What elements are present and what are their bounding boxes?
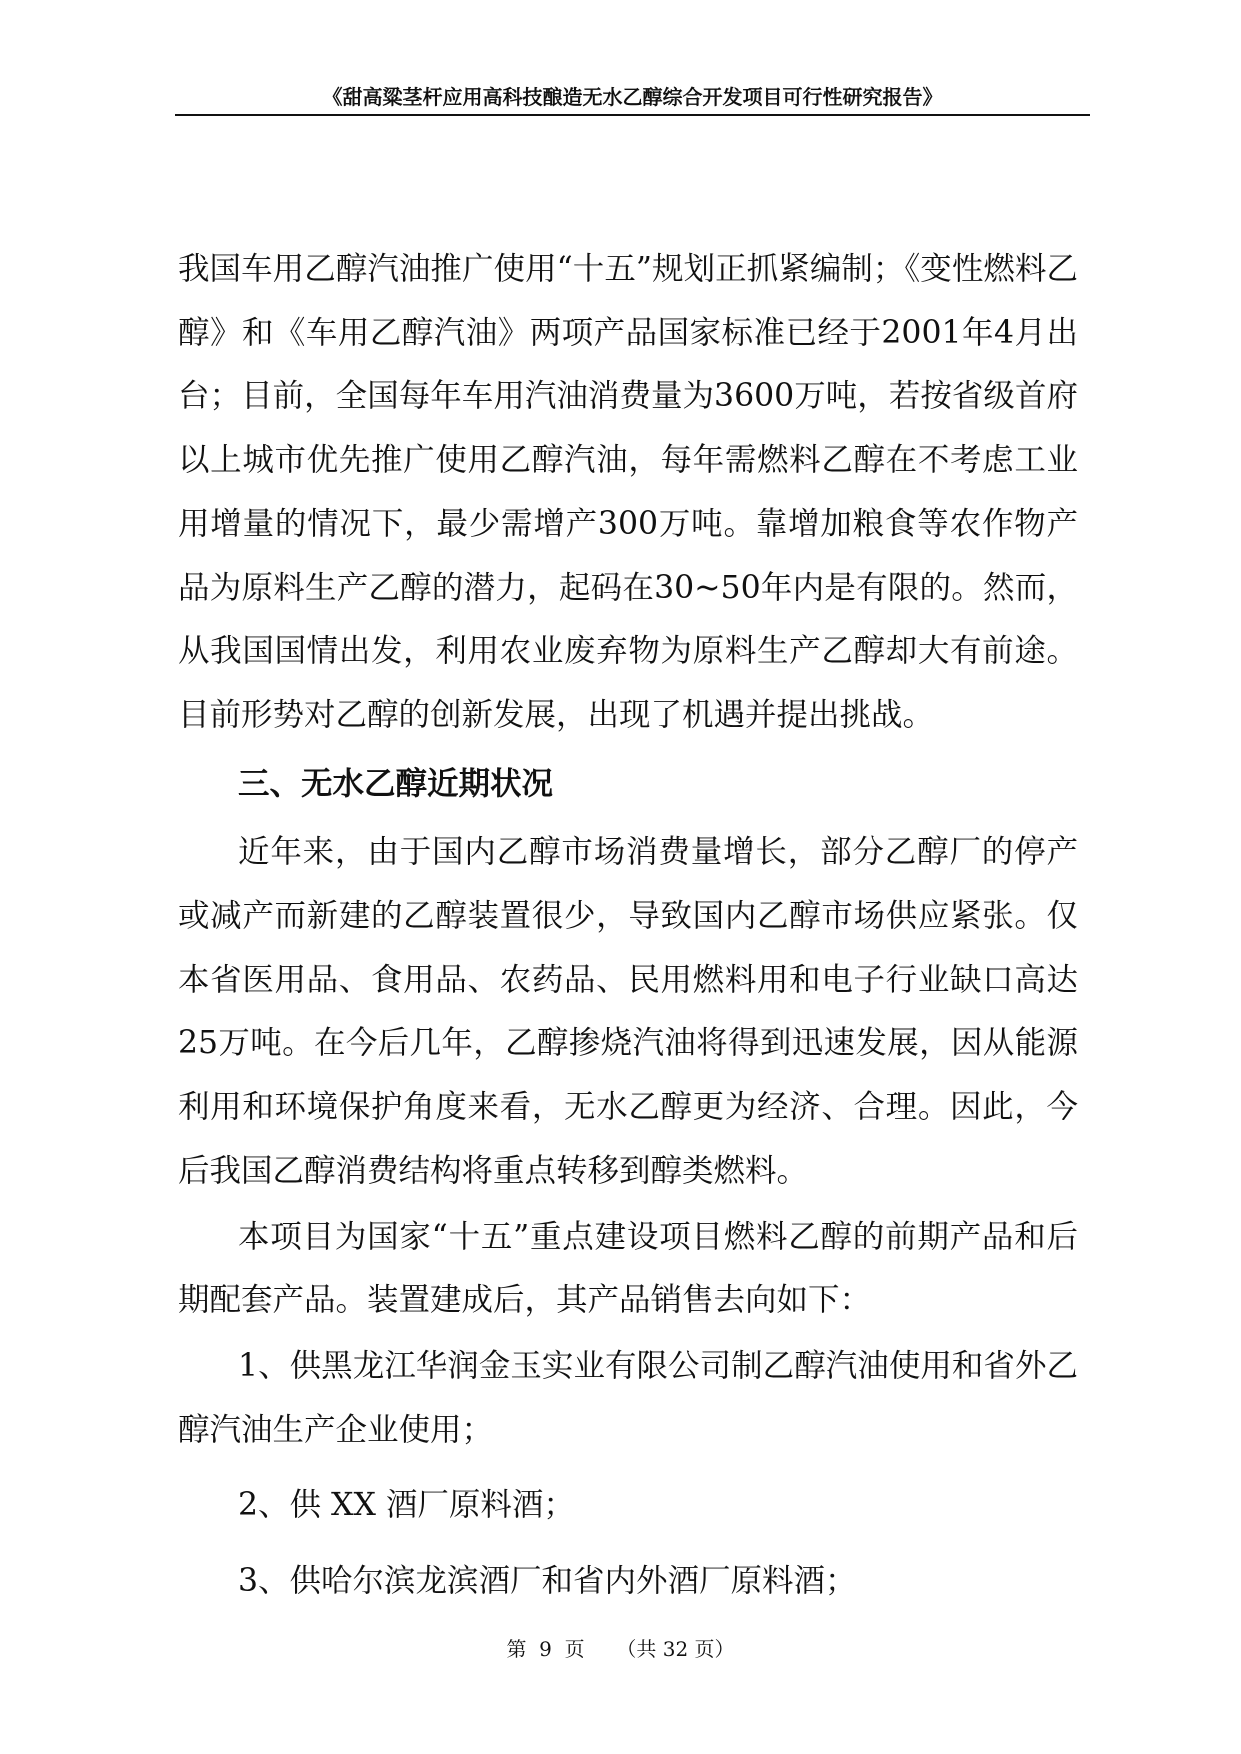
document-body (178, 238, 1078, 1626)
header-divider (175, 114, 1090, 116)
running-header-title: 《甜高粱茎杆应用高科技酿造无水乙醇综合开发项目可行性研究报告》 (322, 85, 943, 109)
list-item: 1、供黑龙江华润金玉实业有限公司制乙醇汽油使用和省外乙醇汽油生产企业使用； (178, 1347, 1078, 1448)
list-item: 2、供 XX 酒厂原料酒； (238, 1487, 575, 1524)
paragraph-market-supply: 近年来，由于国内乙醇市场消费量增长，部分乙醇厂的停产或减产而新建的乙醇装置很少，导致国内乙醇市场供应紧张。仅本省医用品、食用品、农药品、民用燃料用和电子行业缺口高达25万吨。在今后几年，乙醇掺烧汽油将得到迅速发展，因从能源利用和环境保护角度来看，无水乙醇更为经济、合理。因此，今后我国乙醇消费结构将重点转移到醇类燃料。 (178, 834, 1078, 1189)
page-number-footer: 第 9 页 （共 32 页） (506, 1637, 735, 1661)
paragraph-ethanol-gasoline-plan: 我国车用乙醇汽油推广使用“十五”规划正抓紧编制；《变性燃料乙醇》和《车用乙醇汽油》两项产品国家标准已经于2001年4月出台；目前，全国每年车用汽油消费量为3600万吨，若按省级首府以上城市优先推广使用乙醇汽油，每年需燃料乙醇在不考虑工业用增量的情况下，最少需增产300万吨。靠增加粮食等农作物产品为原料生产乙醇的潜力，起码在30~50年内是有限的。然而，从我国国情出发，利用农业废弃物为原料生产乙醇却大有前途。目前形势对乙醇的创新发展，出现了机遇并提出挑战。 (178, 251, 1078, 733)
list-item: 3、供哈尔滨龙滨酒厂和省内外酒厂原料酒； (238, 1563, 857, 1600)
section-heading-anhydrous-ethanol-status: 三、无水乙醇近期状况 (238, 764, 554, 802)
paragraph-project-products: 本项目为国家“十五”重点建设项目燃料乙醇的前期产品和后期配套产品。装置建成后，其产品销售去向如下： (178, 1218, 1078, 1319)
